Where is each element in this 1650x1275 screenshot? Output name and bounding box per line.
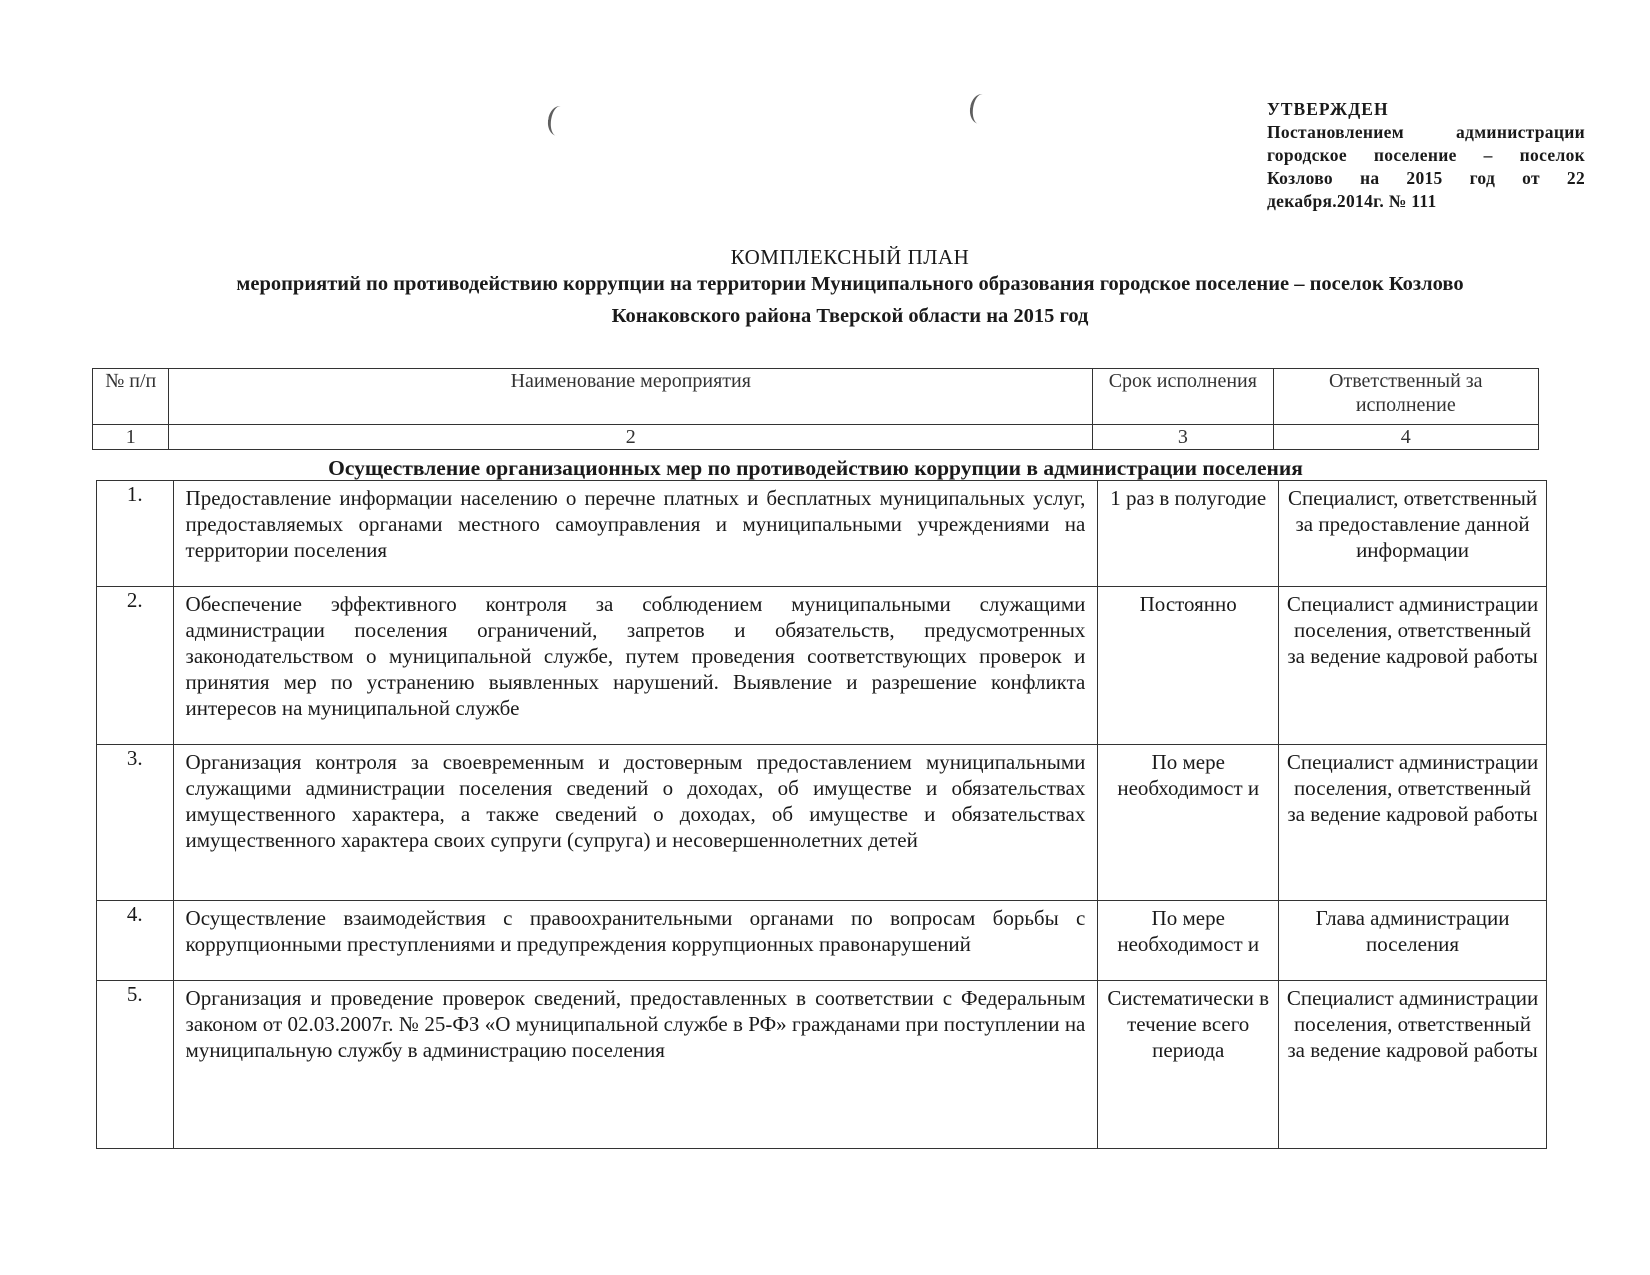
- table-row: [97, 901, 1547, 981]
- row-term: 1 раз в полугодие: [1098, 481, 1279, 587]
- column-number: 2: [169, 425, 1093, 450]
- header-name: Наименование мероприятия: [169, 369, 1093, 425]
- approval-stamp: [1267, 98, 1585, 213]
- row-responsible: Специалист администрации поселения, ответственный за ведение кадровой работы: [1279, 981, 1547, 1149]
- row-activity: Предоставление информации населению о перечне платных и бесплатных муниципальных услуг, предоставляемых органами местного самоуправления и муниципальными учреждениями на территории поселения: [173, 481, 1098, 587]
- table-row: [97, 981, 1547, 1149]
- header-num: № п/п: [93, 369, 169, 425]
- column-number: 1: [93, 425, 169, 450]
- punch-hole-left: [546, 105, 571, 138]
- table-header: [92, 368, 1539, 450]
- row-activity: Организация и проведение проверок сведений, предоставленных в соответствии с Федеральным законом от 02.03.2007г. № 25-ФЗ «О муниципальной службе в РФ» гражданами при поступлении на муниципальную службу в администрацию поселения: [173, 981, 1098, 1149]
- row-number: 4.: [97, 901, 174, 981]
- row-responsible: Специалист администрации поселения, ответственный за ведение кадровой работы: [1279, 745, 1547, 901]
- row-activity: Организация контроля за своевременным и достоверным предоставлением муниципальными служащими администрации поселения сведений о доходах, об имуществе и обязательствах имущественного характера, а также сведений о доходах, об имуществе и обязательствах имущественного характера своих супруги (супруга) и несовершеннолетних детей: [173, 745, 1098, 901]
- row-number: 3.: [97, 745, 174, 901]
- document-subtitle: [100, 268, 1600, 332]
- header-responsible: Ответственный за исполнение: [1273, 369, 1538, 425]
- header-term: Срок исполнения: [1093, 369, 1273, 425]
- row-number: 5.: [97, 981, 174, 1149]
- row-term: По мере необходимост и: [1098, 745, 1279, 901]
- plan-table: [96, 480, 1547, 1149]
- row-responsible: Глава администрации поселения: [1279, 901, 1547, 981]
- row-term: Систематически в течение всего периода: [1098, 981, 1279, 1149]
- subtitle-line-2: Конаковского района Тверской области на 2015 год: [611, 305, 1089, 327]
- column-number: 4: [1273, 425, 1538, 450]
- punch-hole-right: [968, 93, 993, 126]
- table-row: [97, 481, 1547, 587]
- row-activity: Осуществление взаимодействия с правоохранительными органами по вопросам борьбы с коррупционными преступлениями и предупреждения коррупционных правонарушений: [173, 901, 1098, 981]
- subtitle-line-1: мероприятий по противодействию коррупции на территории Муниципального образования городское поселение – поселок Козлово: [236, 273, 1464, 295]
- row-number: 1.: [97, 481, 174, 587]
- row-number: 2.: [97, 587, 174, 745]
- section-title: Осуществление организационных мер по противодействию коррупции в администрации поселения: [328, 456, 1303, 480]
- approval-heading: УТВЕРЖДЕН: [1267, 99, 1389, 119]
- row-term: По мере необходимост и: [1098, 901, 1279, 981]
- approval-text: Постановлением администрации городское поселение – поселок Козлово на 2015 год от 22 декабря.2014г. № 111: [1267, 122, 1585, 211]
- table-row: [97, 587, 1547, 745]
- row-activity: Обеспечение эффективного контроля за соблюдением муниципальными служащими администрации поселения ограничений, запретов и обязательств, предусмотренных законодательством о муниципальной службе, путем проведения соответствующих проверок и принятия мер по устранению выявленных нарушений. Выявление и разрешение конфликта интересов на муниципальной службе: [173, 587, 1098, 745]
- column-number: 3: [1093, 425, 1273, 450]
- table-row: [97, 745, 1547, 901]
- row-responsible: Специалист администрации поселения, ответственный за ведение кадровой работы: [1279, 587, 1547, 745]
- row-term: Постоянно: [1098, 587, 1279, 745]
- row-responsible: Специалист, ответственный за предоставление данной информации: [1279, 481, 1547, 587]
- document-title: КОМПЛЕКСНЫЙ ПЛАН: [730, 245, 970, 269]
